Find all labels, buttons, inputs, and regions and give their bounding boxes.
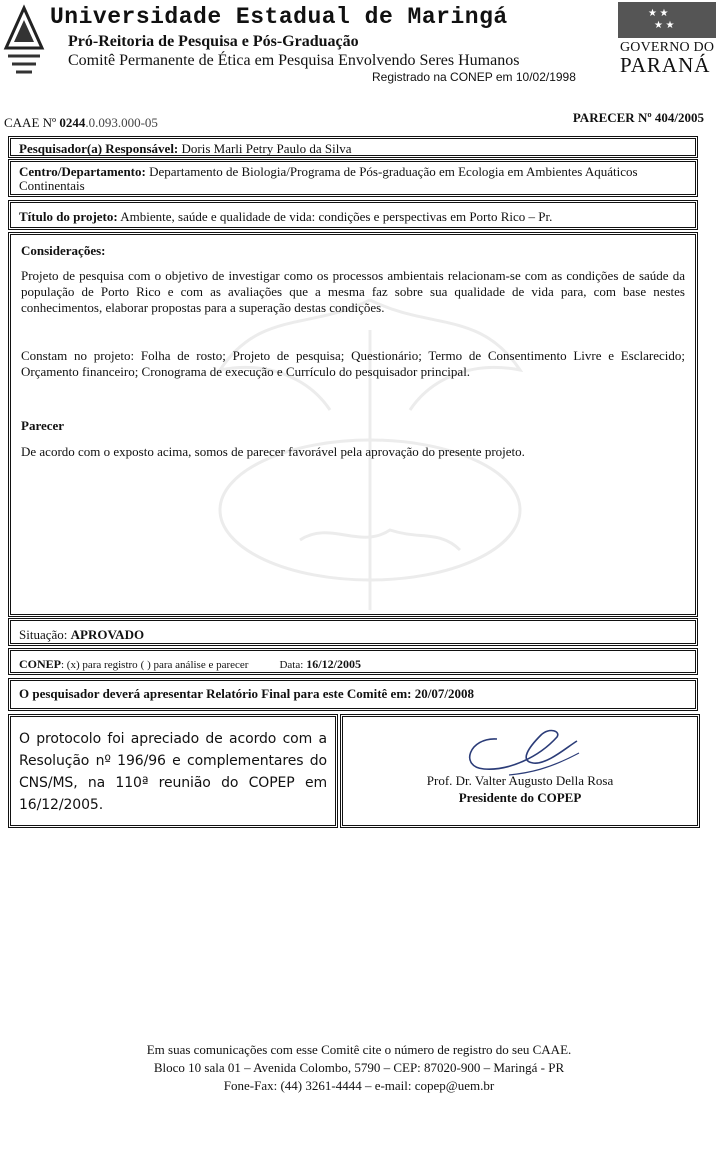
consideracoes-paragraph-2: Constam no projeto: Folha de rosto; Projeto de pesquisa; Questionário; Termo de Consentimento Livre e Esclarecido; Orçamento financeiro; Cronograma de execução e Currículo do pesquisador principal.	[21, 348, 685, 379]
conep-label: CONEP	[19, 657, 61, 671]
parecer-title: Parecer	[21, 418, 65, 433]
government-state: PARANÁ	[620, 53, 711, 77]
footer-line-2: Bloco 10 sala 01 – Avenida Colombo, 5790 – CEP: 87020-900 – Maringá - PR	[153, 1060, 565, 1075]
registration-note: Registrado na CONEP em 10/02/1998	[372, 70, 576, 84]
relatorio-date: 20/07/2008	[414, 686, 474, 701]
consideracoes-paragraph-1: Projeto de pesquisa com o objetivo de investigar como os processos ambientais relacionam-se com as condições de saúde da população de Porto Rico e com as avaliações que a mesma faz sobre sua qualidade de vida para, com base nestes conhecimentos, elaborar propostas para a superação destas condições.	[21, 268, 685, 315]
consideracoes-title: Considerações:	[21, 243, 106, 258]
pesquisador-box	[8, 136, 698, 158]
footer-line-1: Em suas comunicações com esse Comitê cite o número de registro do seu CAAE.	[146, 1042, 572, 1057]
protocolo-box	[8, 714, 338, 828]
conep-registro: : (x) para registro	[61, 659, 138, 671]
titulo-value: Ambiente, saúde e qualidade de vida: condições e perspectivas em Porto Rico – Pr.	[120, 209, 553, 224]
parana-flag-icon	[618, 2, 716, 38]
caae-number	[4, 115, 158, 131]
parecer-number: PARECER Nº 404/2005	[572, 110, 704, 125]
situacao-box	[8, 618, 698, 646]
parecer-text: De acordo com o exposto acima, somos de parecer favorável pela aprovação do presente projeto.	[21, 444, 525, 459]
situacao-label: Situação:	[19, 627, 68, 642]
pro-reitoria: Pró-Reitoria de Pesquisa e Pós-Graduação	[68, 33, 359, 50]
centro-label: Centro/Departamento:	[19, 164, 146, 179]
conep-analise: ( ) para análise e parecer	[140, 659, 249, 671]
titulo-box	[8, 200, 698, 230]
caae-number-main: 0244	[59, 115, 86, 130]
situacao-value: APROVADO	[70, 627, 145, 642]
svg-text:★ ★: ★ ★	[654, 20, 675, 31]
pesquisador-value: Doris Marli Petry Paulo da Silva	[181, 141, 352, 156]
titulo-label: Título do projeto:	[19, 209, 118, 224]
conep-date-value: 16/12/2005	[306, 657, 361, 671]
signature-box	[340, 714, 700, 828]
relatorio-text: O pesquisador deverá apresentar Relatório Final para este Comitê em:	[19, 686, 412, 701]
footer-line-3: Fone-Fax: (44) 3261-4444 – e-mail: copep@uem.br	[223, 1078, 495, 1093]
centro-box	[8, 159, 698, 197]
centro-value: Departamento de Biologia/Programa de Pós-graduação em Ecologia em Ambientes Aquáticos Continentais	[19, 164, 638, 193]
comite-name: Comitê Permanente de Ética em Pesquisa Envolvendo Seres Humanos	[68, 52, 520, 69]
signatory-role: Presidente do COPEP	[458, 790, 582, 805]
consideracoes-box	[8, 232, 698, 617]
signatory-name: Prof. Dr. Valter Augusto Della Rosa	[426, 773, 614, 788]
caae-prefix: CAAE Nº	[4, 115, 57, 130]
svg-text:★ ★: ★ ★	[648, 8, 669, 19]
uem-logo	[2, 4, 46, 82]
university-name: Universidade Estadual de Maringá	[50, 4, 508, 30]
government-label: GOVERNO DO	[620, 40, 715, 55]
conep-box	[8, 648, 698, 675]
caae-number-rest: .0.093.000-05	[85, 115, 158, 130]
pesquisador-label: Pesquisador(a) Responsável:	[19, 141, 179, 156]
relatorio-box	[8, 678, 698, 711]
protocolo-text: O protocolo foi apreciado de acordo com a Resolução nº 196/96 e complementares do CNS/MS, na 110ª reunião do COPEP em 16/12/2005.	[19, 731, 327, 813]
conep-date-label: Data:	[279, 659, 304, 671]
